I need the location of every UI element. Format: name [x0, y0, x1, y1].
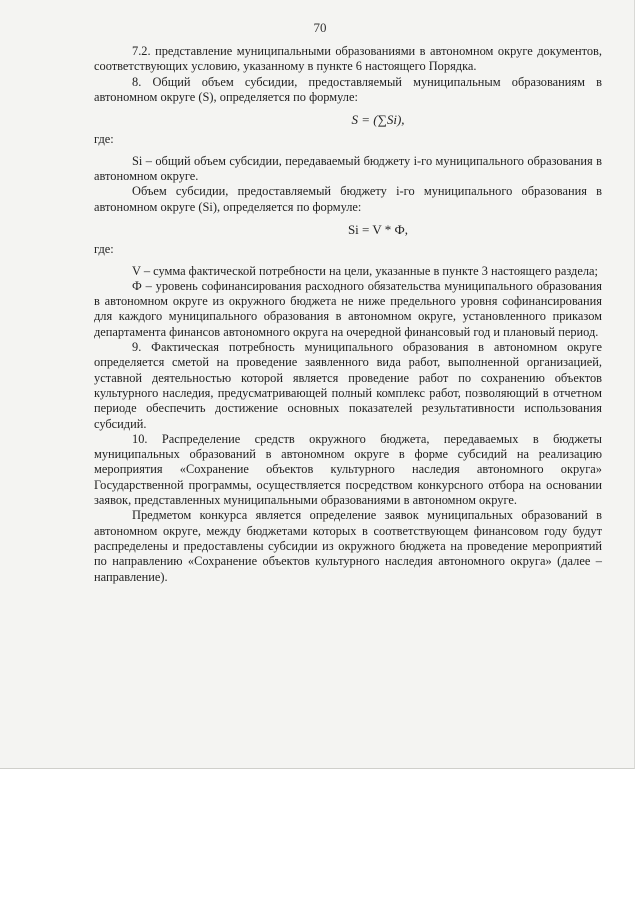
v-definition: V – сумма фактической потребности на цели, указанные в пункте 3 настоящего раздела;: [132, 263, 598, 278]
formula-s: S = (∑Si),: [351, 112, 405, 128]
paragraph-8: 8. Общий объем субсидии, предоставляемый муниципальным образованиям в автономном округе (S), определяется по формуле:: [94, 74, 602, 104]
where-label-1: где:: [94, 132, 114, 147]
page-number: 70: [313, 20, 327, 35]
formula-si: Si = V * Ф,: [347, 221, 409, 237]
paragraph-7-2: 7.2. представление муниципальными образованиями в автономном округе документов, соответствующих условию, указанному в пункте 6 настоящего Порядка.: [94, 44, 602, 74]
document-body: [94, 44, 602, 585]
paragraph-10: 10. Распределение средств окружного бюджета, передаваемых в бюджеты муниципальных образований в автономном округе в форме субсидий на реализацию мероприятия «Сохранение объектов культурного наследия автономного округа» Государственной программы, осуществляется посредством конкурсного отбора на основании заявок, представленных муниципальными образованиями в автономном округе.: [94, 431, 602, 508]
paragraph-9: 9. Фактическая потребность муниципального образования в автономном округе определяется сметой на проведение заявленного вида работ, выполненной организацией, уставной деятельностью которой является проведение работ по сохранению объектов культурного наследия, предусматривающей полный комплекс работ, позволяющий в отчетном периоде обеспечить достижение основных показателей результативности использования субсидий.: [94, 340, 602, 431]
paragraph-si: Объем субсидии, предоставляемый бюджету i-го муниципального образования в автономном округе (Si), определяется по формуле:: [94, 184, 602, 214]
si-definition: Si – общий объем субсидии, передаваемый бюджету i-го муниципального образования в автономном округе.: [94, 153, 602, 184]
paragraph-subject: Предметом конкурса является определение заявок муниципальных образований в автономном округе, между бюджетами которых в соответствующем финансовом году будут распределены и предоставлены субсидии из окружного бюджета на проведение мероприятий по направлению «Сохранение объектов культурного наследия автономного округа» (далее – направление).: [94, 508, 602, 584]
f-definition: Ф – уровень софинансирования расходного обязательства муниципального образования в автономном округе из окружного бюджета не ниже предельного уровня софинансирования для каждого муниципального образования в автономном округе, установленного приказом департамента финансов автономного округа на очередной финансовый год и плановый период.: [94, 278, 602, 339]
where-label-2: где:: [94, 242, 114, 257]
